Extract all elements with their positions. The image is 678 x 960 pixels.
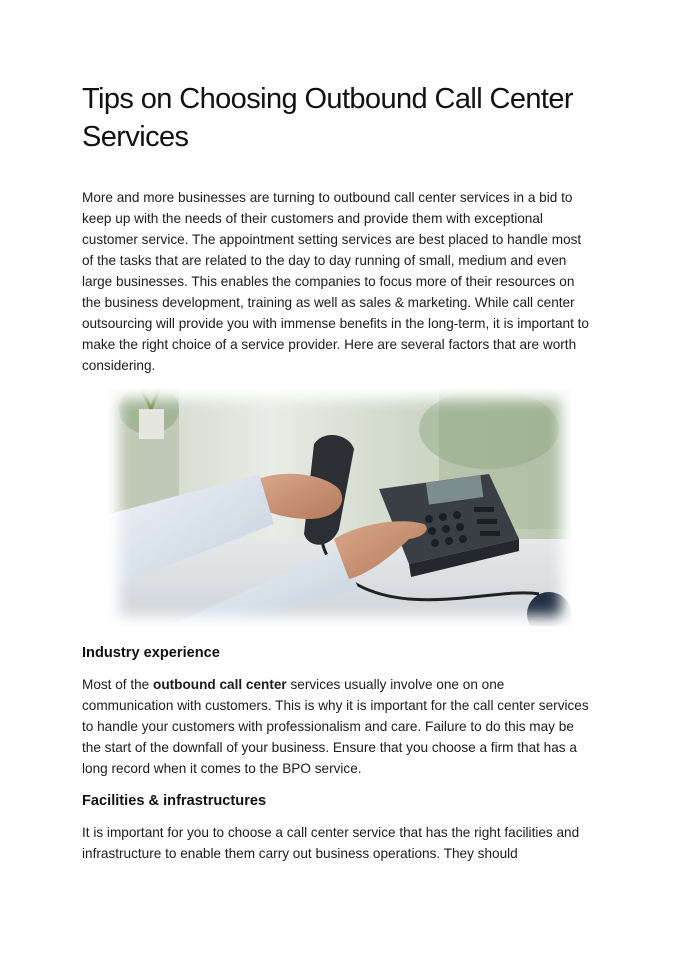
bold-term: outbound call center: [153, 677, 287, 692]
section-body: Most of the outbound call center services usually involve one on one communication with customers. This is why it is important for the call center services to handle your customers with professionalism and care. Failure to do this may be the start of the downfall of your business. Ensure that you choose a firm that has a long record when it comes to the BPO service.: [82, 677, 589, 776]
page-title: Tips on Choosing Outbound Call Center Services: [82, 83, 573, 153]
phone-photo: [109, 389, 571, 626]
intro-paragraph: More and more businesses are turning to outbound call center services in a bid to keep up with the needs of their customers and provide them with exceptional customer service. The appointment setting services are best placed to handle most of the tasks that are related to the day to day running of small, medium and even large businesses. This enables the companies to focus more of their resources on the business development, training as well as sales & marketing. While call center outsourcing will provide you with immense benefits in the long-term, it is important to make the right choice of a service provider. Here are several factors that are worth considering.: [82, 190, 589, 373]
article: [82, 80, 594, 376]
section-heading: Industry experience: [82, 645, 220, 661]
section-heading: Facilities & infrastructures: [82, 793, 267, 809]
section-facilities: [82, 791, 602, 864]
phone-photo-illustration: [109, 389, 571, 626]
section-industry-experience: [82, 643, 594, 779]
section-body: It is important for you to choose a call center service that has the right facilities and infrastructure to enable them carry out business operations. They should: [82, 825, 580, 861]
